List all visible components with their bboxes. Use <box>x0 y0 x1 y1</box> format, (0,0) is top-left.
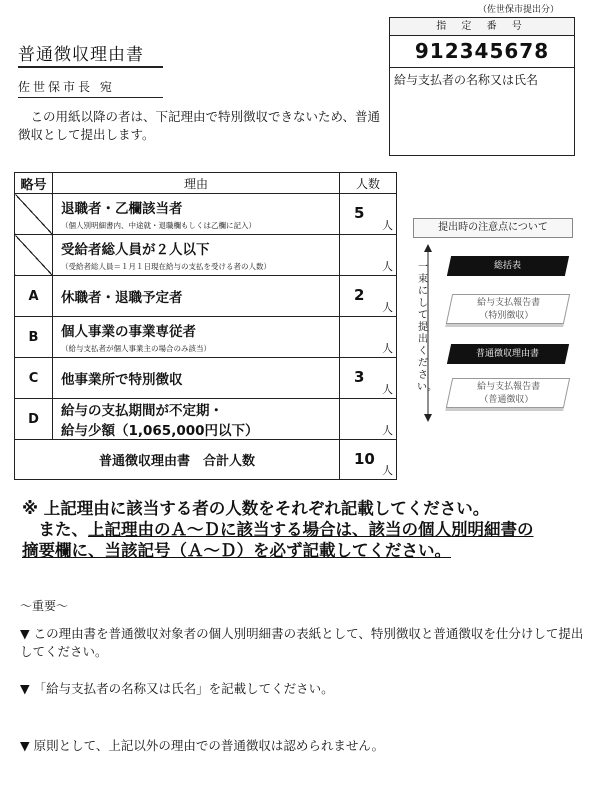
count-cell[interactable] <box>340 399 397 440</box>
payer-name-label: 給与支払者の名称又は氏名 <box>394 73 539 87</box>
reason-main: 他事業所で特別徴収 <box>61 372 183 388</box>
count-unit: 人 <box>382 424 393 437</box>
sheet-label: 普通徴収理由書 <box>476 349 540 359</box>
count-value: 3 <box>354 368 365 386</box>
count-cell[interactable] <box>340 358 397 399</box>
count-unit: 人 <box>382 301 393 314</box>
count-unit: 人 <box>382 383 393 396</box>
important-item: ▼ 「給与支払者の名称又は氏名」を記載してください。 <box>20 681 334 696</box>
count-unit: 人 <box>382 260 393 273</box>
row-code: B <box>15 317 53 358</box>
row-reason <box>53 276 340 317</box>
notice-line-3: 摘要欄に、当該記号（Ａ～Ｄ）を必ず記載してください。 <box>22 541 451 560</box>
total-count-cell[interactable] <box>340 440 397 480</box>
addressee: 佐世保市長 宛 <box>18 78 163 98</box>
header-code: 略号 <box>15 173 53 194</box>
important-item: ▼ 原則として、上記以外の理由での普通徴収は認められません。 <box>20 738 385 753</box>
intro-text: この用紙以降の者は、下記理由で特別徴収できないため、普通徴収として提出します。 <box>18 109 381 142</box>
submitter-note: （佐世保市提出分） <box>478 5 560 15</box>
count-unit: 人 <box>382 219 393 232</box>
total-count: 10 <box>354 450 375 468</box>
count-cell[interactable] <box>340 317 397 358</box>
count-unit: 人 <box>382 342 393 355</box>
table-row <box>15 317 397 358</box>
reason-main: 受給者総人員が２人以下 <box>61 242 210 258</box>
count-value: 2 <box>354 286 365 304</box>
reason-table <box>14 172 397 480</box>
row-reason <box>53 235 340 276</box>
reason-main: 給与の支払期間が不定期・ <box>61 403 223 419</box>
sheet-label: 給与支払報告書 <box>477 382 541 392</box>
reason-main: 休職者・退職予定者 <box>61 290 183 306</box>
reason-sub: （給与支払者が個人事業主の場合のみ該当） <box>61 344 211 353</box>
sheet-summary <box>447 256 569 276</box>
diagram-side-text: 一束にして提出ください。 <box>417 262 437 393</box>
designation-box <box>389 17 575 156</box>
header-reason: 理由 <box>53 173 340 194</box>
diagram-title: 提出時の注意点について <box>413 218 573 238</box>
table-row <box>15 399 397 440</box>
reason-main-line2: 給与少額（1,065,000円以下） <box>61 423 259 439</box>
count-cell[interactable] <box>340 276 397 317</box>
row-reason <box>53 358 340 399</box>
count-value: 5 <box>354 204 365 222</box>
row-code: C <box>15 358 53 399</box>
table-header-row <box>15 173 397 194</box>
page-title: 普通徴収理由書 <box>18 40 163 68</box>
important-heading: ～重要～ <box>20 599 69 613</box>
header-count: 人数 <box>340 173 397 194</box>
row-code: D <box>15 399 53 440</box>
sheet-label-2: （特別徴収） <box>479 311 534 321</box>
row-reason <box>53 399 340 440</box>
row-reason <box>53 317 340 358</box>
row-code: A <box>15 276 53 317</box>
reason-sub: （個人別明細書内、中途就・退職欄もしくは乙欄に記入） <box>61 221 256 230</box>
submission-diagram <box>413 218 583 428</box>
row-code <box>15 194 53 235</box>
notice <box>22 498 602 561</box>
total-row <box>15 440 397 480</box>
table-row <box>15 276 397 317</box>
reason-main: 個人事業の事業専従者 <box>61 324 196 340</box>
row-reason <box>53 194 340 235</box>
notice-line-2-pre: また、 <box>22 520 88 539</box>
count-unit: 人 <box>382 464 393 477</box>
total-label: 普通徴収理由書 合計人数 <box>15 440 340 480</box>
sheet-label-2: （普通徴収） <box>479 395 534 405</box>
table-row <box>15 358 397 399</box>
designation-number[interactable]: 912345678 <box>390 36 574 68</box>
reason-sub: （受給者総人員＝１月１日現在給与の支払を受ける者の人数） <box>61 262 271 271</box>
important-item: ▼ この理由書を普通徴収対象者の個人別明細書の表紙として、特別徴収と普通徴収を仕分けして提出してください。 <box>20 626 584 659</box>
sheet-label: 給与支払報告書 <box>477 298 541 308</box>
count-cell[interactable] <box>340 235 397 276</box>
sheet-label: 総括表 <box>494 261 522 271</box>
notice-line-2-underlined: 上記理由のＡ～Ｄに該当する場合は、該当の個人別明細書の <box>88 520 534 539</box>
sheet-report-special <box>446 294 570 324</box>
sheet-report-ordinary <box>446 378 570 408</box>
reason-main: 退職者・乙欄該当者 <box>61 201 183 217</box>
row-code <box>15 235 53 276</box>
count-cell[interactable] <box>340 194 397 235</box>
sheet-reason <box>447 344 569 364</box>
notice-line-1: ※ 上記理由に該当する者の人数をそれぞれ記載してください。 <box>22 499 490 518</box>
notice-line-2 <box>22 519 602 540</box>
designation-number-label: 指 定 番 号 <box>390 18 574 36</box>
table-row <box>15 235 397 276</box>
table-row <box>15 194 397 235</box>
